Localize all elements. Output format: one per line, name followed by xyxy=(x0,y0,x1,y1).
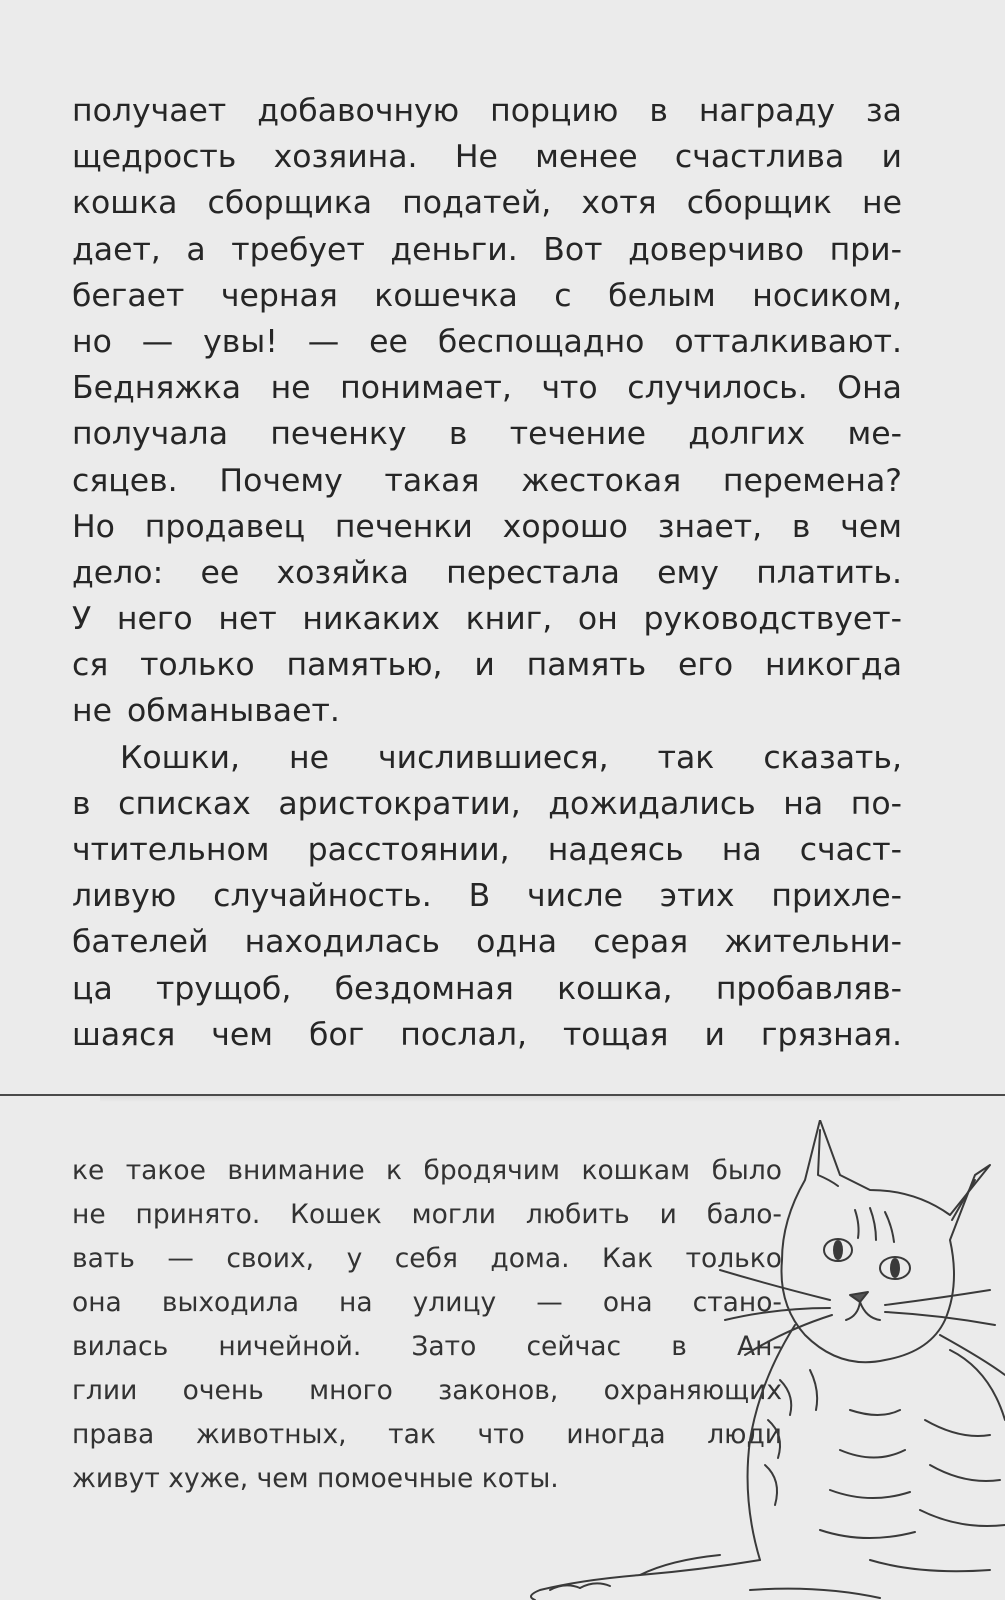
text-line: кошка сборщика податей, хотя сборщик не xyxy=(72,185,902,222)
main-text-block xyxy=(72,88,902,1058)
text-line: Бедняжка не понимает, что случилось. Она xyxy=(72,370,902,407)
text-line: сяцев. Почему такая жестокая перемена? xyxy=(72,462,902,499)
text-line: бегает черная кошечка с белым носиком, xyxy=(72,277,902,314)
text-line: Но продавец печенки хорошо знает, в чем xyxy=(72,508,902,545)
text-line: получала печенку в течение долгих ме- xyxy=(72,416,902,453)
note-line: вилась ничейной. Зато сейчас в Ан- xyxy=(72,1331,782,1362)
bleed-through-shadow xyxy=(100,1096,900,1102)
text-line: дает, а требует деньги. Вот доверчиво при- xyxy=(72,231,902,268)
text-line: ца трущоб, бездомная кошка, пробавляв- xyxy=(72,970,902,1007)
text-line: бателей находилась одна серая жительни- xyxy=(72,924,902,961)
note-line: не принято. Кошек могли любить и бало- xyxy=(72,1199,782,1230)
text-line: ливую случайность. В числе этих прихле- xyxy=(72,878,902,915)
note-line: глии очень много законов, охраняющих xyxy=(72,1375,782,1406)
text-line: в списках аристократии, дожидались на по- xyxy=(72,785,902,822)
note-line: живут хуже, чем помоечные коты. xyxy=(72,1463,559,1494)
cat-illustration-icon xyxy=(520,1120,1005,1600)
text-line: шаяся чем бог послал, тощая и грязная. xyxy=(72,1016,902,1053)
text-line: но — увы! — ее беспощадно отталкивают. xyxy=(72,323,902,360)
note-line: ке такое внимание к бродячим кошкам было xyxy=(72,1155,782,1186)
text-line: ся только памятью, и память его никогда xyxy=(72,647,902,684)
text-line: чтительном расстоянии, надеясь на счаст- xyxy=(72,832,902,868)
text-line: не обманывает. xyxy=(72,693,340,730)
note-line: она выходила на улицу — она стано- xyxy=(72,1287,782,1318)
paragraph-start-line: Кошки, не числившиеся, так сказать, xyxy=(120,739,902,776)
note-line: вать — своих, у себя дома. Как только xyxy=(72,1243,782,1274)
text-line: дело: ее хозяйка перестала ему платить. xyxy=(72,554,902,591)
text-line: щедрость хозяина. Не менее счастлива и xyxy=(72,139,902,176)
text-line: получает добавочную порцию в награду за xyxy=(72,93,902,129)
text-line: У него нет никаких книг, он руководствует- xyxy=(72,601,902,638)
note-line: права животных, так что иногда люди xyxy=(72,1419,782,1450)
